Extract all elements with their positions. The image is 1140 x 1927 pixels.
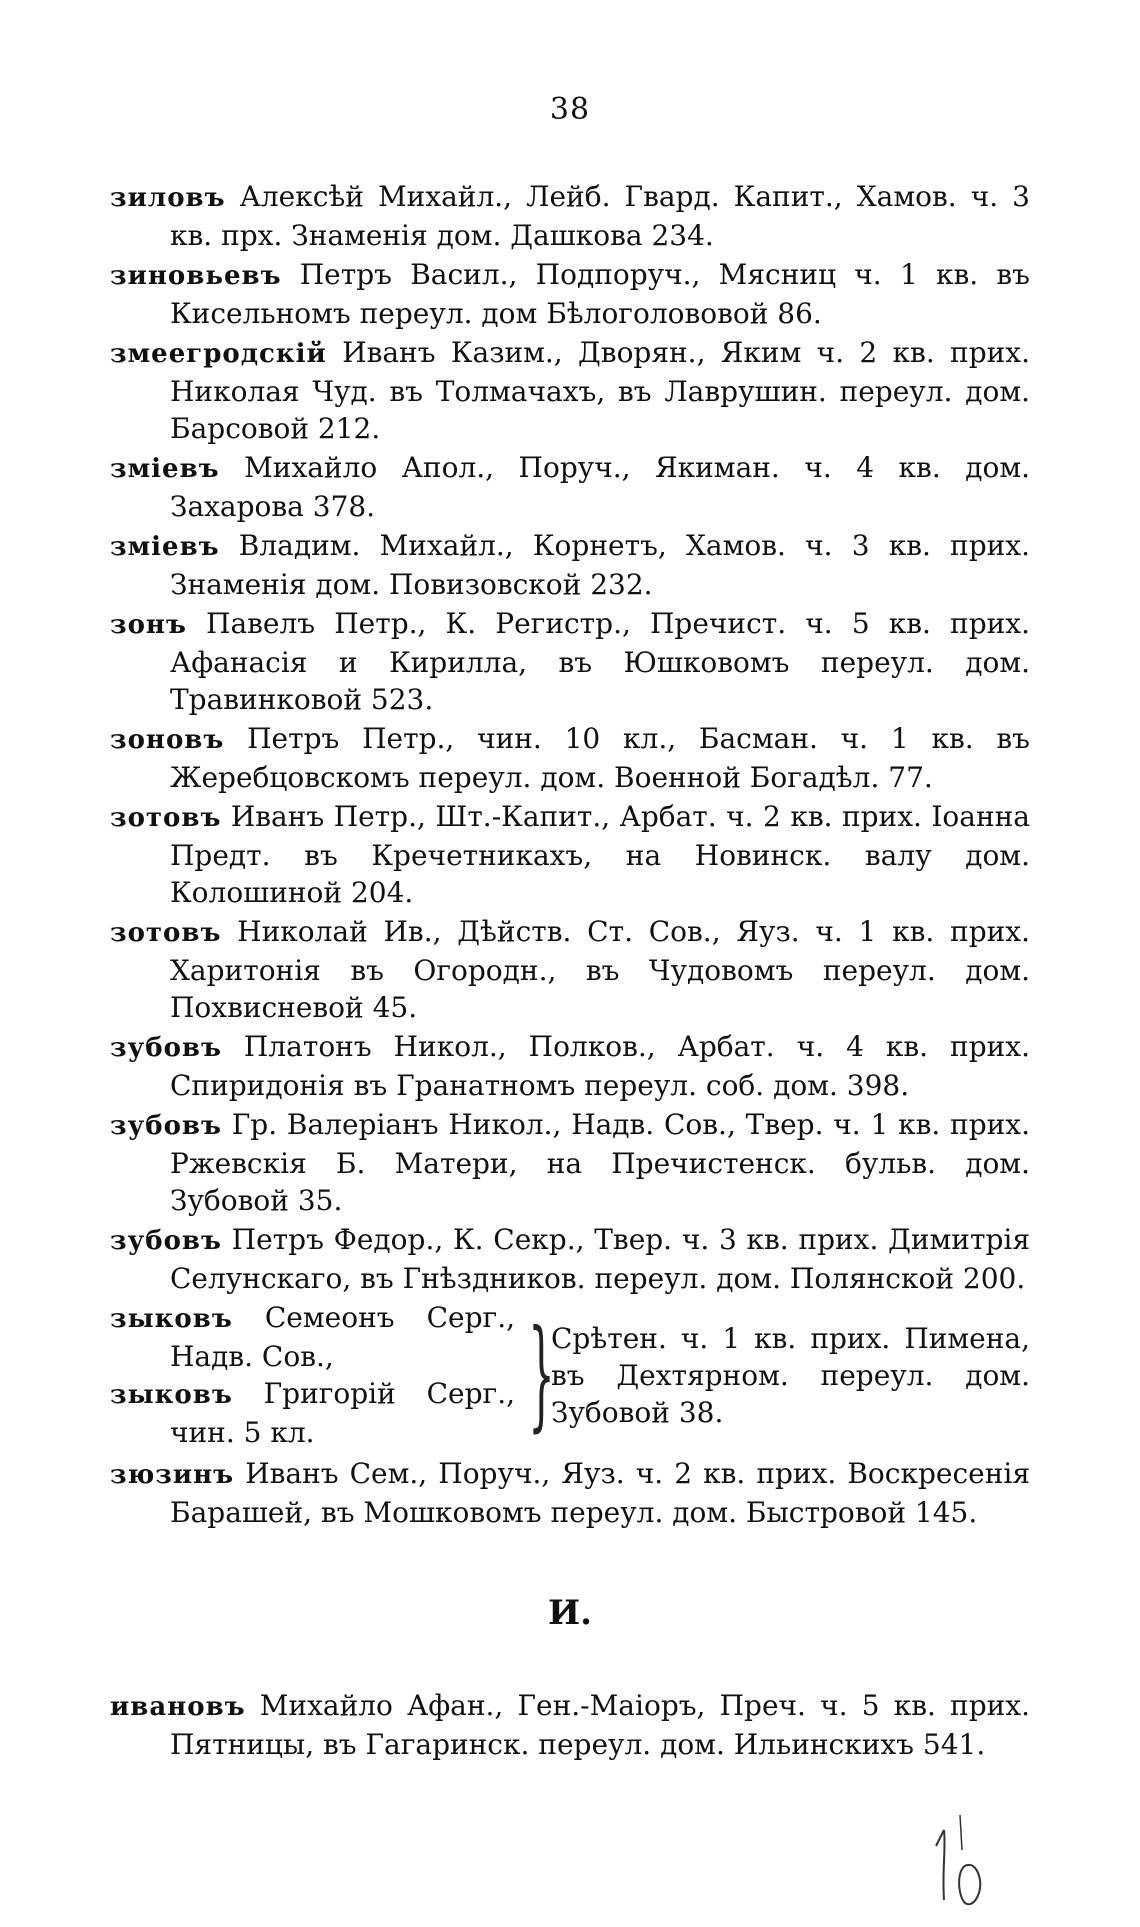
entry-text: Иванъ Петр., Шт.-Капит., Арбат. ч. 2 кв. прих. Іоанна Предт. въ Кречетникахъ, на Новинск. валу дом. Колошиной 204. (170, 800, 1030, 909)
bracket-left-column (110, 1299, 515, 1451)
entry-surname: зыковъ (110, 1380, 233, 1410)
entry-surname: зубовъ (110, 1111, 222, 1141)
bracketed-entry-group (110, 1299, 1030, 1451)
entry-surname: зыковъ (110, 1304, 233, 1334)
entry-text: Платонъ Никол., Полков., Арбат. ч. 4 кв. прих. Спиридонія въ Гранатномъ переул. соб. дом. 398. (170, 1030, 1030, 1102)
entry-text: Павелъ Петр., К. Регистр., Пречист. ч. 5 кв. прих. Афанасія и Кирилла, въ Юшковомъ переул. дом. Травинковой 523. (170, 607, 1030, 716)
list-item (110, 449, 1030, 525)
entry-text: Иванъ Сем., Поруч., Яуз. ч. 2 кв. прих. Воскресенія Барашей, въ Мошковомъ переул. дом. Быстровой 145. (170, 1457, 1030, 1529)
list-item (110, 1028, 1030, 1104)
list-item (110, 1687, 1030, 1763)
entry-text: Петръ Федор., К. Секр., Твер. ч. 3 кв. прих. Димитрія Селунскаго, въ Гнѣздников. переул. дом. Полянской 200. (170, 1223, 1030, 1295)
list-item (110, 1455, 1030, 1531)
list-item (110, 1221, 1030, 1297)
entry-text: Николай Ив., Дѣйств. Ст. Сов., Яуз. ч. 1 кв. прих. Харитонія въ Огородн., въ Чудовомъ переул. дом. Похвисневой 45. (170, 915, 1030, 1024)
list-item (110, 1106, 1030, 1219)
entry-surname: зиловъ (110, 183, 226, 213)
entry-text: Михайло Афан., Ген.-Маіоръ, Преч. ч. 5 кв. прих. Пятницы, въ Гагаринск. переул. дом. Ильинскихъ 541. (170, 1689, 1030, 1761)
entry-text: Григорій Серг., чин. 5 кл. (170, 1377, 515, 1449)
list-item (110, 527, 1030, 603)
entry-surname: зотовъ (110, 918, 222, 948)
entry-text: Алексѣй Михайл., Лейб. Гвард. Капит., Хамов. ч. 3 кв. прх. Знаменія дом. Дашкова 234. (170, 180, 1030, 252)
section-heading: И. (548, 1593, 592, 1633)
entry-surname: зиновьевъ (110, 261, 282, 291)
list-item (110, 913, 1030, 1026)
entry-surname: зміевъ (110, 454, 220, 484)
list-item (110, 720, 1030, 796)
curly-brace-icon: } (528, 1305, 555, 1444)
list-item (110, 178, 1030, 254)
entry-text: Иванъ Казим., Дворян., Яким ч. 2 кв. прих. Николая Чуд. въ Толмачахъ, въ Лаврушин. переул. дом. Барсовой 212. (170, 336, 1030, 445)
entry-surname: зотовъ (110, 803, 222, 833)
entry-text: Петръ Васил., Подпоруч., Мясниц ч. 1 кв. въ Кисельномъ переул. дом Бѣлоголововой 86. (170, 258, 1030, 330)
entry-surname: зюзинъ (110, 1460, 235, 1490)
directory-entries (110, 178, 1030, 1765)
bracket-shared-address: Срѣтен. ч. 1 кв. прих. Пимена, въ Дехтярном. переул. дом. Зубовой 38. (551, 1321, 1030, 1429)
handwritten-mark-icon (930, 1810, 1000, 1920)
entry-surname: зонъ (110, 610, 187, 640)
list-item (110, 798, 1030, 911)
entry-surname: змеегродскій (110, 339, 327, 369)
list-item (110, 1375, 515, 1451)
entry-text: Гр. Валеріанъ Никол., Надв. Сов., Твер. ч. 1 кв. прих. Ржевскія Б. Матери, на Пречистенск. бульв. дом. Зубовой 35. (170, 1108, 1030, 1217)
entry-surname: зміевъ (110, 532, 220, 562)
entry-surname: зоновъ (110, 725, 225, 755)
entry-text: Михайло Апол., Поруч., Якиман. ч. 4 кв. дом. Захарова 378. (170, 451, 1030, 523)
entry-text: Владим. Михайл., Корнетъ, Хамов. ч. 3 кв. прих. Знаменія дом. Повизовской 232. (170, 529, 1030, 601)
entry-surname: ивановъ (110, 1692, 246, 1722)
list-item (110, 605, 1030, 718)
entry-surname: зубовъ (110, 1033, 222, 1063)
list-item (110, 334, 1030, 447)
list-item (110, 256, 1030, 332)
entry-text: Петръ Петр., чин. 10 кл., Басман. ч. 1 кв. въ Жеребцовскомъ переул. дом. Военной Богадѣл. 77. (170, 722, 1030, 794)
page-number: 38 (549, 92, 591, 127)
list-item (110, 1299, 515, 1375)
entry-text: Семеонъ Серг., Надв. Сов., (170, 1301, 515, 1373)
entry-surname: зубовъ (110, 1226, 222, 1256)
